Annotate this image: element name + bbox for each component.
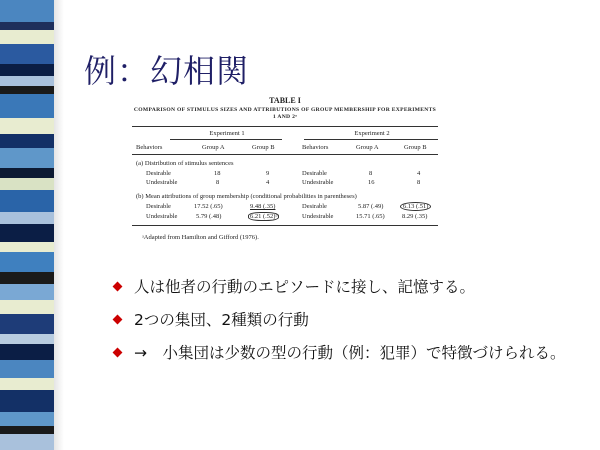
bullet-text-2: 2つの集団、2種類の行動 [134,311,309,329]
slide-title: 例：幻相関 [84,52,250,90]
stripe-segment [0,378,54,390]
b-row2-group-b-2: 8.29 (.35) [402,213,428,220]
header-bottom-rule [132,154,438,155]
table-name: TABLE I [269,96,301,105]
section-b-label: (b) Mean attributions of group membership (conditional probabilities in parentheses) [136,193,357,200]
red-diamond-bullet-icon [113,315,123,325]
b-row2-behavior: Undesirable [146,213,178,220]
stripe-segment [0,212,54,224]
stripe-segment [0,426,54,434]
stripe-segment [0,64,54,76]
stripe-segment [0,76,54,86]
stripe-segment [0,412,54,426]
stripe-segment [0,344,54,360]
col-behaviors-2: Behaviors [302,144,329,151]
stripe-segment [0,190,54,212]
a-row1-behavior-2: Desirable [302,170,327,177]
a-row2-group-a: 8 [216,179,220,186]
a-row2-group-a-2: 16 [368,179,375,186]
stripe-segment [0,242,54,252]
a-row1-group-b: 9 [266,170,270,177]
stripe-segment [0,118,54,134]
stripe-segment [0,300,54,314]
stripe-segment [0,334,54,344]
b-row2-group-a-2: 15.71 (.65) [356,213,385,220]
b-row1-group-b: 9.48 (.35) [250,203,276,210]
b-row1-behavior: Desirable [146,203,171,210]
bullet-text-3: → 小集団は少数の型の行動（例：犯罪）で特徴づけられる。 [134,344,566,362]
stripe-segment [0,94,54,118]
stripe-shadow [54,0,64,450]
stripe-segment [0,272,54,284]
bullet-item-1 [112,276,582,298]
bullet-list [112,276,582,375]
table-caption [132,107,438,121]
a-row2-behavior: Undesirable [146,179,178,186]
table-caption-line2: 1 AND 2ᵃ [272,114,298,120]
b-row2-group-a: 5.79 (.48) [196,213,222,220]
stripe-segment [0,0,54,22]
section-a-label: (a) Distribution of stimulus sentences [136,160,234,167]
col-group-a-2: Group A [356,144,379,151]
experiment2-header: Experiment 2 [354,130,390,137]
a-row1-behavior: Desirable [146,170,171,177]
b-row2-group-b: 6.21 (.52)ᵇ [250,213,278,220]
stripe-segment [0,148,54,168]
b-row2-behavior-2: Undesirable [302,213,334,220]
a-row2-behavior-2: Undesirable [302,179,334,186]
a-row2-group-b-2: 8 [417,179,421,186]
b-row1-group-a: 17.52 (.65) [194,203,223,210]
red-diamond-bullet-icon [113,282,123,292]
col-group-b-2: Group B [404,144,427,151]
table-caption-line1: COMPARISON OF STIMULUS SIZES AND ATTRIBUTIONS OF GROUP MEMBERSHIP FOR EXPERIMENTS [133,107,437,113]
experiment1-header: Experiment 1 [209,130,245,137]
a-row2-group-b: 4 [266,179,270,186]
stripe-segment [0,252,54,272]
stripe-segment [0,30,54,44]
table-top-rule [132,126,438,127]
experiment1-rule [170,139,282,140]
stripe-segment [0,134,54,148]
col-behaviors: Behaviors [136,144,163,151]
stripe-segment [0,314,54,334]
a-row1-group-a-2: 8 [369,170,373,177]
experiment2-rule [304,139,438,140]
stripe-segment [0,390,54,412]
stripe-segment [0,434,54,450]
stripe-segment [0,86,54,94]
bullet-item-3 [112,342,582,364]
col-group-a: Group A [202,144,225,151]
a-row1-group-a: 18 [214,170,221,177]
stripe-segment [0,360,54,378]
stripe-segment [0,44,54,64]
stripe-segment [0,224,54,242]
stripe-segment [0,168,54,178]
table-figure [132,96,438,256]
table-bottom-rule [132,225,438,226]
table-footnote: ᵃAdapted from Hamilton and Gifford (1976). [142,234,259,241]
b-row1-behavior-2: Desirable [302,203,327,210]
bullet-text-1: 人は他者の行動のエピソードに接し、記憶する。 [134,278,476,296]
red-diamond-bullet-icon [113,348,123,358]
stripe-segment [0,284,54,300]
stripe-segment [0,178,54,190]
bullet-item-2 [112,309,582,331]
stripe-segment [0,22,54,30]
col-group-b: Group B [252,144,275,151]
a-row1-group-b-2: 4 [417,170,421,177]
b-row1-group-a-2: 5.87 (.49) [358,203,384,210]
b-row1-group-b-2: 6.13 (.51) [400,202,431,211]
decorative-stripe-bar [0,0,54,450]
